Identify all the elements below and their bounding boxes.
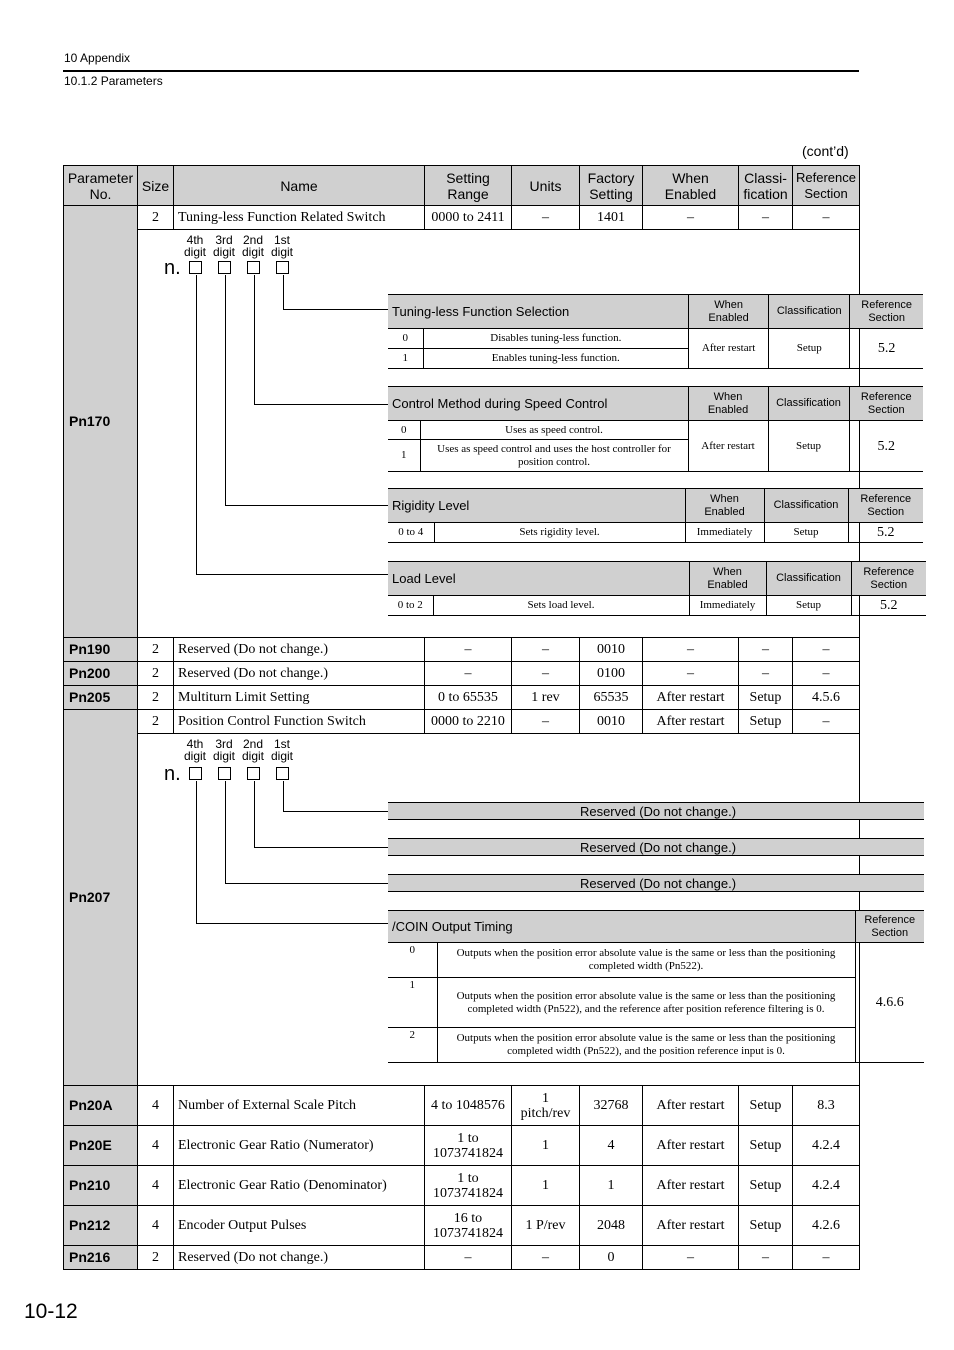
when-cell: After restart — [643, 1166, 739, 1206]
digit-box-2nd — [247, 261, 260, 274]
name-cell: Reserved (Do not change.) — [174, 1246, 425, 1270]
ref-cell: – — [793, 1246, 860, 1270]
ref-cell: 8.3 — [793, 1086, 860, 1126]
size-cell: 4 — [138, 1206, 174, 1246]
option-desc: Outputs when the position error absolute value is the same or less than the positioning completed width (Pn522), and the position reference input is 0. — [437, 1028, 855, 1063]
col-size: Size — [138, 166, 174, 206]
digit-box-1st — [276, 261, 289, 274]
subtable-title: Tuning-less Function Selection — [388, 295, 689, 329]
when-cell: – — [643, 206, 739, 230]
range-cell: 1 to 1073741824 — [425, 1166, 512, 1206]
option-value: 0 to 2 — [388, 596, 433, 616]
name-cell: Electronic Gear Ratio (Numerator) — [174, 1126, 425, 1166]
option-desc: Disables tuning-less function. — [423, 329, 688, 349]
digit-3rd-label: 3rd digit — [212, 233, 235, 259]
units-cell: – — [512, 710, 580, 734]
col-when-enabled: When Enabled — [643, 166, 739, 206]
sub-when-header: When Enabled — [688, 387, 768, 421]
size-cell: 2 — [138, 206, 174, 230]
classi-cell: – — [739, 1246, 793, 1270]
col-setting-range: Setting Range — [425, 166, 512, 206]
range-cell: – — [425, 662, 512, 686]
units-cell: 1 — [512, 1126, 580, 1166]
range-cell: 0000 to 2210 — [425, 710, 512, 734]
digit-box-3rd — [218, 767, 231, 780]
classi-cell: Setup — [739, 1086, 793, 1126]
sub-when-header: When Enabled — [685, 489, 764, 523]
ref-cell: – — [793, 638, 860, 662]
name-cell: Reserved (Do not change.) — [174, 638, 425, 662]
classi-cell: – — [739, 638, 793, 662]
sub-ref-header: Reference Section — [848, 489, 923, 523]
factory-cell: 65535 — [580, 686, 643, 710]
digit-2nd-label: 2nd digit — [241, 737, 264, 763]
sub-when: Immediately — [689, 596, 766, 616]
classi-cell: Setup — [739, 1166, 793, 1206]
when-cell: – — [643, 1246, 739, 1270]
option-desc: Sets load level. — [433, 596, 689, 616]
range-cell: 4 to 1048576 — [425, 1086, 512, 1126]
factory-cell: 1 — [580, 1166, 643, 1206]
connector-line — [283, 309, 388, 310]
size-cell: 2 — [138, 710, 174, 734]
classi-cell: Setup — [739, 710, 793, 734]
param-no: Pn200 — [64, 662, 138, 686]
table-row — [64, 1246, 860, 1270]
connector-line — [225, 781, 226, 883]
option-desc: Outputs when the position error absolute value is the same or less than the positioning completed width (Pn522), and the reference after position reference filtering is 0. — [437, 978, 855, 1028]
name-cell: Reserved (Do not change.) — [174, 662, 425, 686]
name-cell: Multiturn Limit Setting — [174, 686, 425, 710]
units-cell: – — [512, 206, 580, 230]
sub-classi: Setup — [766, 596, 851, 616]
load-level-subtable — [388, 561, 926, 616]
size-cell: 2 — [138, 1246, 174, 1270]
range-cell: – — [425, 1246, 512, 1270]
option-value: 0 — [388, 329, 423, 349]
param-no: Pn190 — [64, 638, 138, 662]
sub-when-header: When Enabled — [689, 295, 769, 329]
when-cell: After restart — [643, 1206, 739, 1246]
when-cell: After restart — [643, 686, 739, 710]
reserved-bar: Reserved (Do not change.) — [388, 838, 924, 856]
factory-cell: 0 — [580, 1246, 643, 1270]
chapter-header: 10 Appendix — [64, 51, 131, 65]
table-row — [64, 1086, 860, 1126]
option-value: 0 — [388, 943, 437, 978]
option-desc: Uses as speed control. — [420, 421, 688, 440]
when-cell: After restart — [643, 1086, 739, 1126]
factory-cell: 4 — [580, 1126, 643, 1166]
factory-cell: 0010 — [580, 710, 643, 734]
range-cell: – — [425, 638, 512, 662]
sub-classi: Setup — [768, 421, 849, 472]
when-cell: – — [643, 662, 739, 686]
connector-line — [254, 275, 255, 404]
parameter-table — [63, 165, 916, 1270]
classi-cell: Setup — [739, 1126, 793, 1166]
size-cell: 2 — [138, 686, 174, 710]
col-units: Units — [512, 166, 580, 206]
n-prefix: n. — [164, 257, 181, 279]
table-row — [64, 710, 860, 734]
sub-ref: 5.2 — [849, 421, 923, 472]
col-name: Name — [174, 166, 425, 206]
connector-line — [225, 883, 388, 884]
sub-ref: 5.2 — [850, 329, 923, 369]
connector-line — [225, 275, 226, 505]
table-row — [64, 1126, 860, 1166]
size-cell: 4 — [138, 1086, 174, 1126]
connector-line — [283, 811, 388, 812]
col-reference: Reference Section — [793, 166, 860, 206]
classi-cell: Setup — [739, 686, 793, 710]
units-cell: 1 rev — [512, 686, 580, 710]
connector-line — [196, 923, 388, 924]
size-cell: 2 — [138, 638, 174, 662]
pn170-detail — [138, 230, 915, 638]
connector-line — [196, 275, 197, 574]
range-cell: 0000 to 2411 — [425, 206, 512, 230]
factory-cell: 2048 — [580, 1206, 643, 1246]
sub-classi-header: Classification — [766, 562, 851, 596]
digit-4th-label: 4th digit — [183, 233, 206, 259]
ref-cell: 4.2.4 — [793, 1126, 860, 1166]
subtable-title: Rigidity Level — [388, 489, 685, 523]
name-cell: Electronic Gear Ratio (Denominator) — [174, 1166, 425, 1206]
units-cell: – — [512, 1246, 580, 1270]
table-row — [64, 206, 860, 230]
ref-cell: 4.2.6 — [793, 1206, 860, 1246]
ref-cell: – — [793, 206, 860, 230]
header-rule — [63, 70, 859, 72]
digit-3rd-label: 3rd digit — [212, 737, 235, 763]
param-no: Pn210 — [64, 1166, 138, 1206]
when-cell: After restart — [643, 710, 739, 734]
range-cell: 1 to 1073741824 — [425, 1126, 512, 1166]
ref-cell: 4.5.6 — [793, 686, 860, 710]
ref-cell: – — [793, 662, 860, 686]
connector-line — [254, 847, 388, 848]
digit-1st-label: 1st digit — [270, 233, 293, 259]
connector-line — [225, 505, 388, 506]
factory-cell: 32768 — [580, 1086, 643, 1126]
name-cell: Encoder Output Pulses — [174, 1206, 425, 1246]
sub-ref-header: Reference Section — [849, 387, 923, 421]
connector-line — [283, 781, 284, 811]
when-cell: After restart — [643, 1126, 739, 1166]
page-number: 10-12 — [24, 1300, 78, 1323]
connector-line — [283, 275, 284, 309]
option-desc: Uses as speed control and uses the host controller for position control. — [420, 440, 688, 472]
connector-line — [254, 781, 255, 847]
connector-line — [196, 781, 197, 923]
table-row — [64, 662, 860, 686]
sub-when: After restart — [689, 329, 769, 369]
factory-cell: 0010 — [580, 638, 643, 662]
digit-box-4th — [189, 767, 202, 780]
option-value: 0 — [388, 421, 420, 440]
col-classification: Classi- fication — [739, 166, 793, 206]
option-desc: Sets rigidity level. — [434, 523, 685, 543]
sub-when: After restart — [688, 421, 768, 472]
size-cell: 4 — [138, 1126, 174, 1166]
table-row — [64, 638, 860, 662]
digit-box-3rd — [218, 261, 231, 274]
option-desc: Outputs when the position error absolute value is the same or less than the positioning completed width (Pn522). — [437, 943, 855, 978]
sub-classi: Setup — [764, 523, 848, 543]
factory-cell: 1401 — [580, 206, 643, 230]
digit-box-4th — [189, 261, 202, 274]
digit-box-1st — [276, 767, 289, 780]
sub-ref-header: Reference Section — [850, 295, 923, 329]
range-cell: 0 to 65535 — [425, 686, 512, 710]
sub-ref-header: Reference Section — [851, 562, 926, 596]
digit-1st-label: 1st digit — [270, 737, 293, 763]
connector-line — [196, 574, 388, 575]
coin-output-subtable — [388, 910, 924, 1063]
units-cell: 1 pitch/rev — [512, 1086, 580, 1126]
units-cell: 1 P/rev — [512, 1206, 580, 1246]
rigidity-subtable — [388, 488, 923, 543]
reserved-bar: Reserved (Do not change.) — [388, 802, 924, 820]
name-cell: Position Control Function Switch — [174, 710, 425, 734]
param-no: Pn20A — [64, 1086, 138, 1126]
subtable-title: /COIN Output Timing — [388, 911, 855, 943]
tuning-less-subtable — [388, 294, 923, 369]
connector-line — [254, 404, 388, 405]
units-cell: – — [512, 638, 580, 662]
param-no: Pn212 — [64, 1206, 138, 1246]
classi-cell: Setup — [739, 1206, 793, 1246]
size-cell: 4 — [138, 1166, 174, 1206]
sub-classi: Setup — [769, 329, 850, 369]
param-no: Pn205 — [64, 686, 138, 710]
param-no: Pn216 — [64, 1246, 138, 1270]
option-value: 2 — [388, 1028, 437, 1063]
name-cell: Tuning-less Function Related Switch — [174, 206, 425, 230]
control-method-subtable — [388, 386, 923, 472]
sub-when-header: When Enabled — [689, 562, 766, 596]
table-header-row — [64, 166, 860, 206]
sub-ref: 5.2 — [848, 523, 923, 543]
sub-ref-header: Reference Section — [855, 911, 924, 943]
option-value: 1 — [388, 440, 420, 472]
sub-classi-header: Classification — [769, 295, 850, 329]
sub-classi-header: Classification — [764, 489, 848, 523]
n-prefix: n. — [164, 763, 181, 785]
classi-cell: – — [739, 662, 793, 686]
option-desc: Enables tuning-less function. — [423, 349, 688, 369]
sub-classi-header: Classification — [768, 387, 849, 421]
digit-4th-label: 4th digit — [183, 737, 206, 763]
range-cell: 16 to 1073741824 — [425, 1206, 512, 1246]
size-cell: 2 — [138, 662, 174, 686]
param-no: Pn170 — [64, 206, 138, 638]
factory-cell: 0100 — [580, 662, 643, 686]
table-row — [64, 1206, 860, 1246]
reserved-bar: Reserved (Do not change.) — [388, 874, 924, 892]
classi-cell: – — [739, 206, 793, 230]
pn207-detail-row — [64, 734, 860, 1086]
table-row — [64, 686, 860, 710]
ref-cell: – — [793, 710, 860, 734]
contd-label: (cont’d) — [802, 143, 849, 159]
digit-box-2nd — [247, 767, 260, 780]
table-row — [64, 1166, 860, 1206]
subtable-title: Load Level — [388, 562, 689, 596]
option-value: 0 to 4 — [388, 523, 434, 543]
option-value: 1 — [388, 978, 437, 1028]
option-value: 1 — [388, 349, 423, 369]
units-cell: 1 — [512, 1166, 580, 1206]
param-no: Pn207 — [64, 710, 138, 1086]
pn207-detail — [138, 734, 916, 1086]
col-param-no: Parameter No. — [64, 166, 138, 206]
units-cell: – — [512, 662, 580, 686]
param-no: Pn20E — [64, 1126, 138, 1166]
sub-ref: 5.2 — [851, 596, 926, 616]
pn170-detail-row — [64, 230, 860, 638]
when-cell: – — [643, 638, 739, 662]
digit-2nd-label: 2nd digit — [241, 233, 264, 259]
subtable-title: Control Method during Speed Control — [388, 387, 688, 421]
ref-cell: 4.2.4 — [793, 1166, 860, 1206]
sub-ref: 4.6.6 — [855, 943, 924, 1063]
section-header: 10.1.2 Parameters — [64, 74, 163, 88]
sub-when: Immediately — [685, 523, 764, 543]
col-factory-setting: Factory Setting — [580, 166, 643, 206]
name-cell: Number of External Scale Pitch — [174, 1086, 425, 1126]
